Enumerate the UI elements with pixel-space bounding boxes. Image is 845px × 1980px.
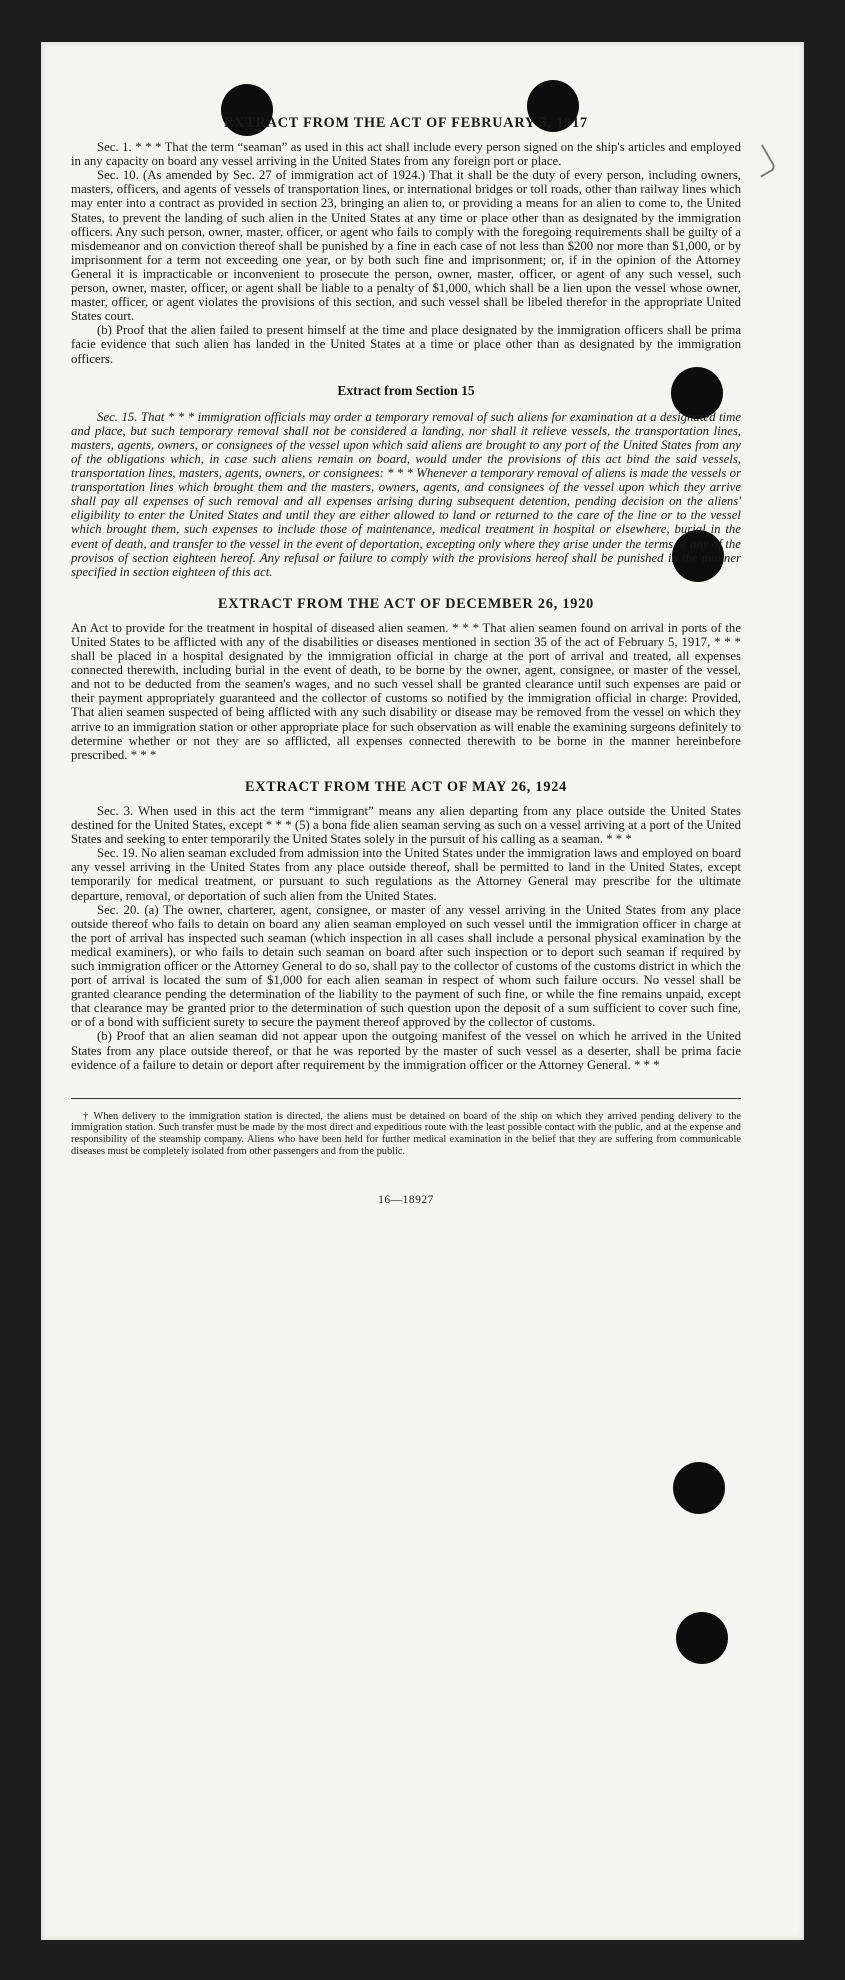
heading-act-feb-1917: EXTRACT FROM THE ACT OF FEBRUARY 5, 1917	[224, 115, 588, 131]
heading-act-dec-1920: EXTRACT FROM THE ACT OF DECEMBER 26, 1920	[218, 595, 594, 612]
heading-section-15: Extract from Section 15	[337, 382, 475, 398]
paragraph-sec-15: Sec. 15. That * * * immigration officials may order a temporary removal of such aliens for examination at a designated time and place, but such temporary removal shall not be considered a landing, nor shall it relieve vessels, the transportation lines, masters, agents, owners, or consignees of the vessel upon which said aliens are brought to any port of the United States from any of the obligations which, in case such aliens remain on board, would under the provisions of this act bind the said vessels, transportation lines, masters, agents, owners, or consignees: * * * Whenever a temporary removal of aliens is made the vessels or transportation lines which brought them and the masters, owners, agents, and consignees of the vessel upon which they arrive shall pay all expenses of such removal and all expenses arising during subsequent detention, pending decision on the aliens' eligibility to enter the United States and until they are either allowed to land or returned to the care of the line or to the vessel which brought them, such expenses to include those of maintenance, medical treatment in hospital or elsewhere, burial in the event of death, and transfer to the vessel in the event of deportation, excepting only where they arise under the terms of any of the provisos of section eighteen hereof. Any refusal or failure to comply with the provisions hereof shall be punished in the manner specified in section eighteen of this act.	[71, 409, 741, 579]
page-number: 16—18927	[378, 1194, 434, 1207]
footnote-divider	[71, 1098, 741, 1099]
paragraph-act-1920: An Act to provide for the treatment in hospital of diseased alien seamen. * * * That alien seamen found on arrival in ports of the United States to be afflicted with any of the disabilities or diseases mentioned in section 35 of the act of February 5, 1917, * * * shall be placed in a hospital designated by the immigration official in charge at the port of arrival and treated, all expenses connected therewith, including burial in the event of death, to be borne by the owner, agent, consignee, or master of the vessel, and not to be deducted from the seamen's wages, and no such vessel shall be granted clearance until such expenses are paid or their payment appropriately guaranteed and the collector of customs so notified by the immigration official in charge: Provided, That alien seamen suspected of being afflicted with any such disability or disease may be removed from the vessel on which they arrive to an immigration station or other appropriate place for such observation as will enable the examining surgeons definitely to determine whether or not they are so afflicted, all expenses connected therewith to be borne in the manner hereinbefore prescribed. * * *	[71, 620, 741, 762]
paragraph-sec-1: Sec. 1. * * * That the term “seaman” as used in this act shall include every person signed on the ship's articles and employed in any capacity on board any vessel arriving in the United States from any foreign port or place.	[71, 140, 741, 169]
paragraph-sec-20b: (b) Proof that an alien seaman did not appear upon the outgoing manifest of the vessel on which he arrived in the United States from any place outside thereof, or that he was reported by the master of such vessel as a deserter, shall be prima facie evidence of a failure to detain or deport after requirement by the immigration officer or the Attorney General. * * *	[71, 1029, 741, 1072]
document-body	[71, 116, 741, 1207]
paragraph-sec-3: Sec. 3. When used in this act the term “immigrant” means any alien departing from any place outside the United States destined for the United States, except * * * (5) a bona fide alien seaman serving as such on a vessel arriving at a port of the United States and seeking to enter temporarily the United States solely in the pursuit of his calling as a seaman. * * *	[71, 803, 741, 847]
punch-hole	[673, 1462, 725, 1514]
paragraph-sec-10: Sec. 10. (As amended by Sec. 27 of immigration act of 1924.) That it shall be the duty of every person, including owners, masters, officers, and agents of vessels of transportation lines, or international bridges or toll roads, other than railway lines which may enter into a contract as provided in section 23, bringing an alien to, or providing a means for an alien to come to, the United States, to prevent the landing of such alien in the United States at any time or place other than as designated by the immigration officers. Any such person, owner, master, officer, or agent who fails to comply with the foregoing requirements shall be guilty of a misdemeanor and on conviction thereof shall be punished by a fine in each case of not less than $200 nor more than $1,000, or by imprisonment for a term not exceeding one year, or by both such fine and imprisonment; or, if in the opinion of the Attorney General it is impracticable or inconvenient to prosecute the person, owner, master, officer, or agent of any such vessel, such person, owner, master, officer, or agent shall be liable to a penalty of $1,000, which shall be a lien upon the vessel whose owner, master, officer, or agent violates the provisions of this section, and such vessel shall be libeled therefor in the appropriate United States court.	[71, 168, 741, 324]
paragraph-sec-10b: (b) Proof that the alien failed to present himself at the time and place designated by the immigration officers shall be prima facie evidence that such alien has landed in the United States at a time or place other than as designated by the immigration officers.	[71, 323, 741, 366]
punch-hole	[676, 1612, 728, 1664]
paragraph-sec-20a: Sec. 20. (a) The owner, charterer, agent, consignee, or master of any vessel arriving in the United States from any place outside thereof who fails to detain on board any alien seaman employed on such vessel until the immigration officer in charge at the port of arrival has inspected such seaman (which inspection in all cases shall include a personal physical examination by the medical examiners), or who fails to detain such seaman on board after such inspection or to deport such seaman if required by such immigration officer or the Attorney General to do so, shall pay to the collector of customs of the customs district in which the port of arrival is located the sum of $1,000 for each alien seaman in respect of whom such failure occurs. No vessel shall be granted clearance pending the determination of the liability to the payment of such fine, or while the fine remains unpaid, except that clearance may be granted prior to the determination of such question upon the deposit of a sum sufficient to cover such fine, or of a bond with sufficient surety to secure the payment thereof approved by the collector of customs.	[71, 902, 741, 1030]
footnote: † When delivery to the immigration station is directed, the aliens must be detained on board of the ship on which they arrived pending delivery to the immigration station. Such transfer must be made by the most direct and expeditious route with the least possible contact with the public, and at the expense and responsibility of the steamship company. Aliens who have been held for further medical examination in the belief that they are suffering from communicable diseases must be completely isolated from other passengers and from the public.	[71, 1110, 741, 1157]
staple-mark	[747, 144, 777, 177]
paragraph-sec-19: Sec. 19. No alien seaman excluded from admission into the United States under the immigration laws and employed on board any vessel arriving in the United States from any place outside thereof, shall be permitted to land in the United States, except temporarily for medical treatment, or pursuant to such regulations as the Attorney General may prescribe for the ultimate departure, removal, or deportation of such alien from the United States.	[71, 846, 741, 903]
heading-act-may-1924: EXTRACT FROM THE ACT OF MAY 26, 1924	[244, 778, 568, 795]
